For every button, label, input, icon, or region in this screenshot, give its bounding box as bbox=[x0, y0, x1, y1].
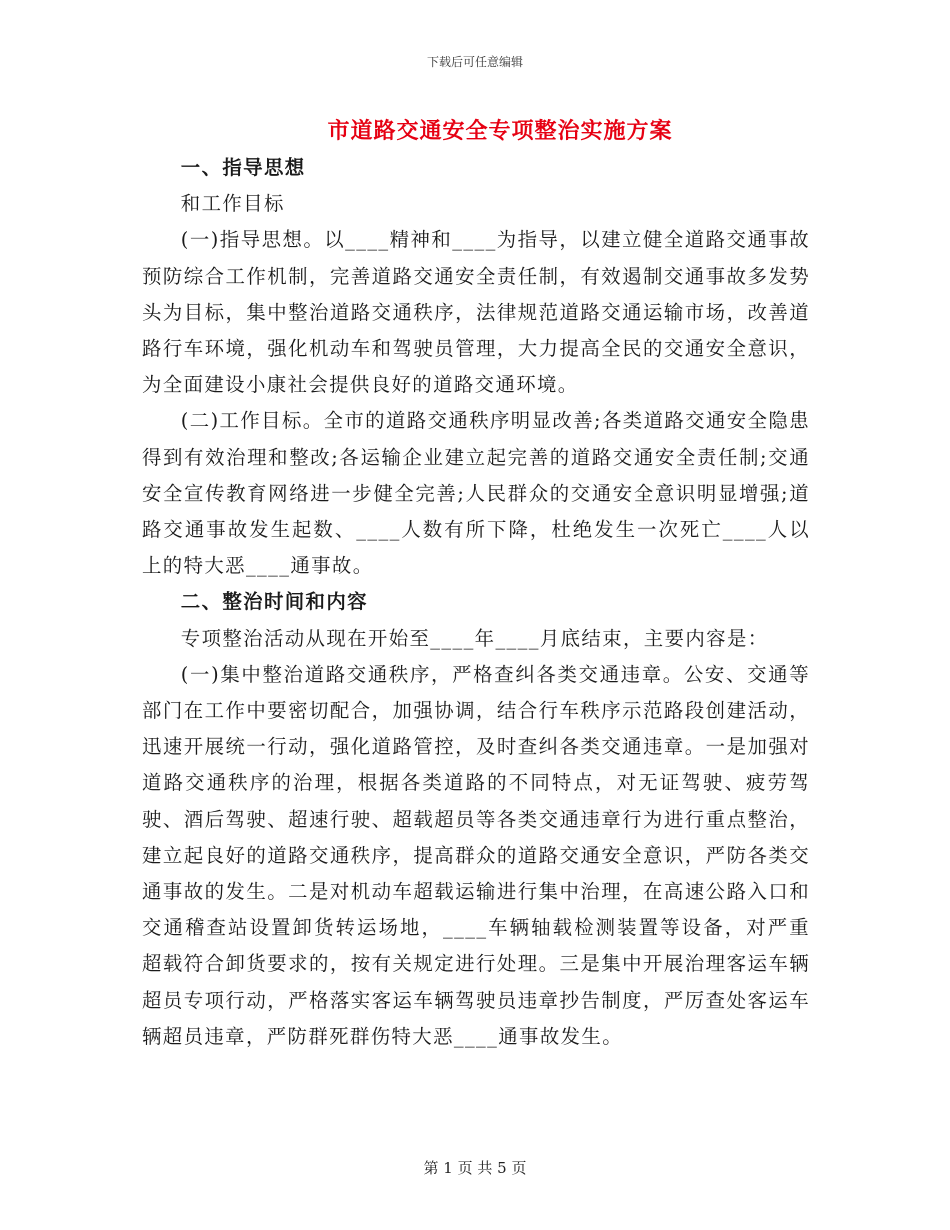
paragraph-traffic-order: (一)集中整治道路交通秩序，严格查纠各类交通违章。公安、交通等部门在工作中要密切配合，加强协调，结合行车秩序示范路段创建活动，迅速开展统一行动，强化道路管控，及时查纠各类交通违章。一是加强对道路交通秩序的治理，根据各类道路的不同特点，对无证驾驶、疲劳驾驶、酒后驾驶、超速行驶、超载超员等各类交通违章行为进行重点整治，建立起良好的道路交通秩序，提高群众的道路交通安全意识，严防各类交通事故的发生。二是对机动车超载运输进行集中治理，在高速公路入口和交通稽查站设置卸货转运场地，____车辆轴载检测装置等设备，对严重超载符合卸货要求的，按有关规定进行处理。三是集中开展治理客运车辆超员专项行动，严格落实客运车辆驾驶员违章抄告制度，严厉查处客运车辆超员违章，严防群死群伤特大恶____通事故发生。 bbox=[142, 662, 810, 1048]
document-title: 市道路交通安全专项整治实施方案 bbox=[327, 118, 673, 144]
section-1-heading: 一、指导思想 bbox=[180, 156, 306, 179]
section-2-heading: 二、整治时间和内容 bbox=[180, 590, 368, 614]
section-1-subheading: 和工作目标 bbox=[180, 192, 285, 216]
page-number: 第 1 页 共 5 页 bbox=[423, 1159, 527, 1177]
paragraph-schedule: 专项整治活动从现在开始至____年____月底结束，主要内容是： bbox=[180, 626, 769, 650]
page-header-note: 下载后可任意编辑 bbox=[426, 55, 523, 69]
paragraph-work-goals: (二)工作目标。全市的道路交通秩序明显改善;各类道路交通安全隐患得到有效治理和整改;各运输企业建立起完善的道路交通安全责任制;交通安全宣传教育网络进一步健全完善;人民群众的交通安全意识明显增强;道路交通事故发生起数、____人数有所下降，杜绝发生一次死亡____人以上的特大恶____通事故。 bbox=[142, 409, 810, 578]
paragraph-guiding-ideology: (一)指导思想。以____精神和____为指导，以建立健全道路交通事故预防综合工作机制，完善道路交通安全责任制，有效遏制交通事故多发势头为目标，集中整治道路交通秩序，法律规范道路交通运输市场，改善道路行车环境，强化机动车和驾驶员管理，大力提高全民的交通安全意识，为全面建设小康社会提供良好的道路交通环境。 bbox=[142, 228, 810, 397]
document-body bbox=[142, 150, 810, 1055]
